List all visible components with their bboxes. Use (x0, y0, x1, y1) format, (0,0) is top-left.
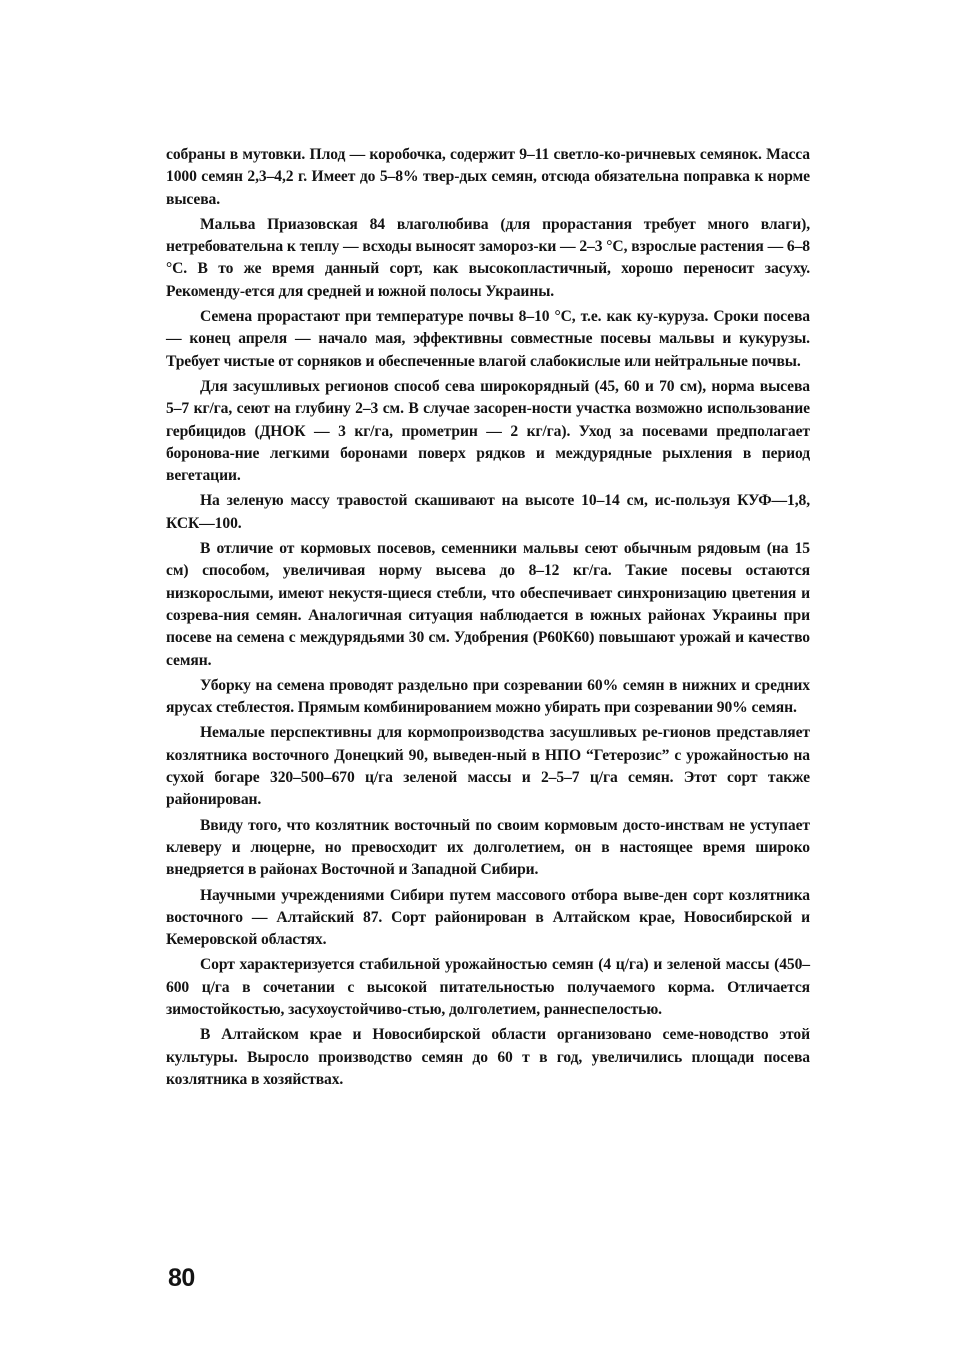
paragraph-6: В отличие от кормовых посевов, семенники мальвы сеют обычным рядовым (на 15 см) способом, увеличивая норму высева до 8–12 кг/га. Такие посевы остаются низкорослыми, имеют некустя-щиеся стебли, что обеспечивает синхронизацию цветения и созрева-ния семян. Аналогичная ситуация наблюдается в южных районах Украины при посеве на семена с междурядьями 30 см. Удобрения (Р60К60) повышают урожай и качество семян. (166, 540, 810, 669)
page-number: 80 (168, 1264, 195, 1292)
paragraph-3: Семена прорастают при температуре почвы 8–10 °С, т.е. как ку-куруза. Сроки посева — конец апреля — начало мая, эффективны совместные посевы мальвы и кукурузы. Требует чистые от сорняков и обеспеченные влагой слабокислые или нейтральные почвы. (166, 308, 810, 370)
paragraph-2: Мальва Приазовская 84 влаголюбива (для прорастания требует много влаги), нетребовательна к теплу — всходы выносят замороз-ки — 2–3 °С, взрослые растения — 6–8 °С. В то же время данный сорт, как высокопластичный, хорошо переносит засуху. Рекоменду-ется для средней и южной полосы Украины. (166, 215, 810, 300)
paragraph-9: Ввиду того, что козлятник восточный по своим кормовым досто-инствам не уступает клеверу и люцерне, но превосходит их долголетием, он в настоящее время широко внедряется в районах Восточной и Западной Сибири. (166, 816, 810, 879)
paragraph-8: Немалые перспективны для кормопроизводства засушливых ре-гионов представляет козлятника восточного Донецкий 90, выведен-ный в НПО “Гетерозис” с урожайностью на сухой богаре 320–500–670 ц/га зеленой массы и 2–5–7 ц/га семян. Этот сорт также районирован. (166, 724, 810, 809)
paragraph-5: На зеленую массу травостой скашивают на высоте 10–14 см, ис-пользуя КУФ—1,8, КСК—100. (166, 492, 810, 532)
paragraph-7: Уборку на семена проводят раздельно при созревании 60% семян в нижних и средних ярусах стеблестоя. Прямым комбинированием можно убирать при созревании 90% семян. (166, 676, 810, 717)
paragraph-1: собраны в мутовки. Плод — коробочка, содержит 9–11 светло-ко-ричневых семянок. Масса 1000 семян 2,3–4,2 г. Имеет до 5–8% твер-дых семян, отсюда обязательна поправка к норме высева. (166, 146, 810, 208)
paragraph-12: В Алтайском крае и Новосибирской области организовано семе-новодство этой культуры. Выросло производство семян до 60 т в год, увеличились площади посева козлятника в хозяйствах. (166, 1026, 810, 1088)
paragraph-10: Научными учреждениями Сибири путем массового отбора выве-ден сорт козлятника восточного — Алтайский 87. Сорт районирован в Алтайском крае, Новосибирской и Кемеровской областях. (166, 886, 810, 949)
paragraph-11: Сорт характеризуется стабильной урожайностью семян (4 ц/га) и зеленой массы (450–600 ц/га в сочетании с высокой питательностью получаемого корма. Отличается зимостойкостью, засухоустойчиво-стью, долголетием, раннеспелостью. (166, 956, 810, 1018)
body-text (166, 144, 810, 1094)
paragraph-4: Для засушливых регионов способ сева широкорядный (45, 60 и 70 см), норма высева 5–7 кг/га, сеют на глубину 2–3 см. В случае засорен-ности участка возможно использование гербицидов (ДНОК — 3 кг/га, прометрин — 2 кг/га). Уход за посевами предполагает боронова-ние легкими боронами поверх рядков и междурядные рыхления в период вегетации. (166, 377, 810, 485)
